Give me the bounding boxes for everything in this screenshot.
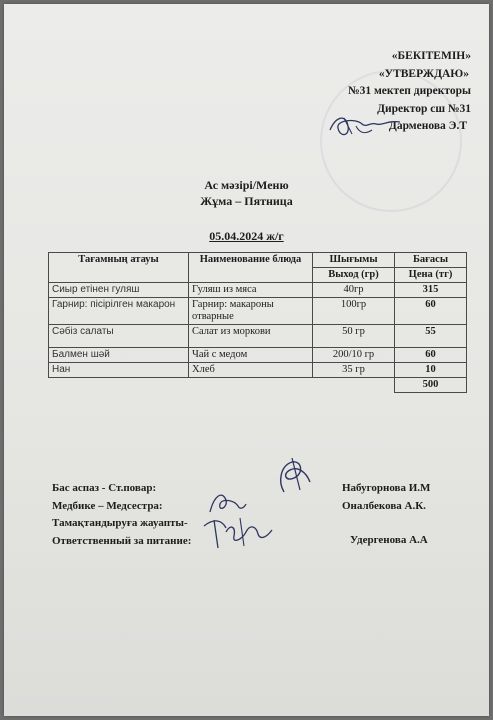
header-output-kz: Шығымы	[313, 253, 395, 268]
table-row	[49, 325, 467, 348]
dish-ru: Гуляш из мяса	[189, 283, 313, 298]
dish-output: 40гр	[313, 283, 395, 298]
header-price-kz: Бағасы	[395, 253, 467, 268]
header-name-ru: Наименование блюда	[189, 253, 313, 283]
header-name-kz: Тағамның атауы	[49, 253, 189, 283]
dish-kz: Гарнир: пісірілген макарон	[49, 298, 189, 325]
total-price: 500	[395, 378, 467, 393]
responsible-name: Удергенова А.А	[350, 534, 428, 546]
dish-ru: Салат из моркови	[189, 325, 313, 348]
dish-kz: Балмен шәй	[49, 348, 189, 363]
signature-names	[342, 480, 430, 550]
dish-ru: Хлеб	[189, 363, 313, 378]
menu-date: 05.04.2024 ж/г	[209, 229, 284, 243]
nurse-label: Медбике – Медсестра:	[52, 499, 163, 512]
dish-output: 100гр	[313, 298, 395, 325]
director-title-ru: Директор сш №31	[377, 102, 471, 115]
responsible-signature	[200, 508, 280, 552]
director-name: Дарменова Э.Т	[388, 120, 467, 132]
dish-price: 60	[395, 348, 467, 363]
dish-price: 315	[395, 283, 467, 298]
total-row	[49, 378, 467, 393]
dish-ru: Чай с медом	[189, 348, 313, 363]
header-price-ru: Цена (тг)	[395, 268, 467, 283]
dish-price: 55	[395, 325, 467, 348]
document-page	[4, 4, 489, 716]
dish-kz: Нан	[49, 363, 189, 378]
dish-kz: Сәбіз салаты	[49, 325, 189, 348]
cook-label: Бас аспаз - Ст.повар:	[52, 482, 157, 494]
menu-day: Жұма – Пятница	[200, 194, 293, 208]
approval-ru: «УТВЕРЖДАЮ»	[378, 67, 469, 80]
director-title-kz: №31 мектеп директоры	[348, 85, 471, 97]
dish-output: 200/10 гр	[313, 348, 395, 363]
dish-price: 60	[395, 298, 467, 325]
dish-kz: Сиыр етінен гуляш	[49, 283, 189, 298]
nurse-name: Оналбекова А.К.	[342, 499, 426, 512]
cook-name: Набугорнова И.М	[342, 482, 431, 494]
cook-signature	[270, 452, 318, 500]
menu-table	[48, 252, 467, 393]
approval-kz: «БЕКІТЕМІН»	[391, 50, 471, 62]
dish-output: 35 гр	[313, 363, 395, 378]
dish-output: 50 гр	[313, 325, 395, 348]
dish-price: 10	[395, 363, 467, 378]
table-row	[49, 363, 467, 378]
dish-ru: Гарнир: макароны отварные	[189, 298, 313, 325]
table-row	[49, 283, 467, 298]
table-row	[49, 298, 467, 325]
menu-title: Ас мәзірі/Меню	[204, 178, 289, 192]
responsible-kz-label: Тамақтандыруға жауапты-	[52, 517, 188, 529]
director-signature	[326, 108, 406, 144]
header-output-ru: Выход (гр)	[313, 268, 395, 283]
table-row	[49, 348, 467, 363]
signature-labels	[52, 480, 191, 550]
responsible-ru-label: Ответственный за питание:	[52, 534, 192, 547]
